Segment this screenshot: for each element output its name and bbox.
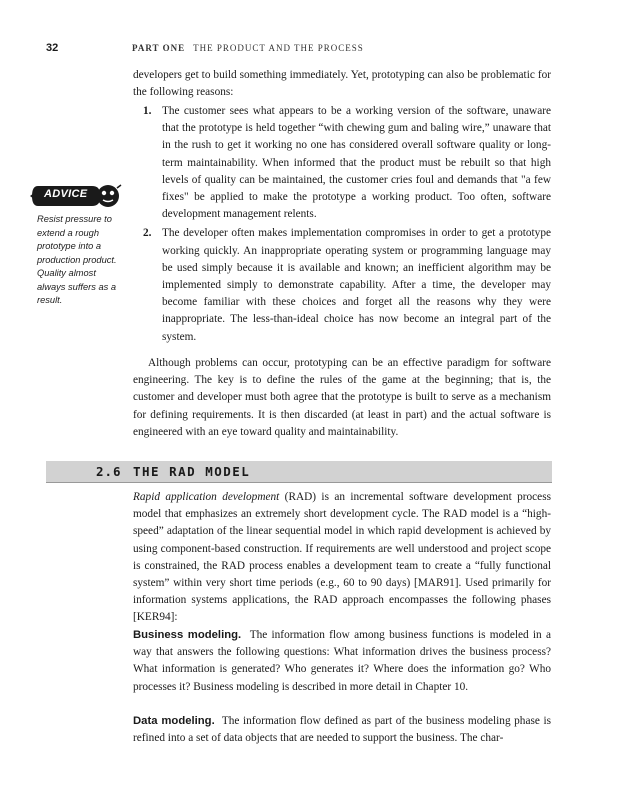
phase-text: The information flow among business functions is modeled in a way that answers the following questions: What information drives the business process? What information is generated? Who generates it? Where does the information go? Who processes it? Business modeling is described in more detail in Chapter 10. xyxy=(133,629,551,693)
rad-paragraph xyxy=(133,489,551,627)
list-item xyxy=(133,103,551,223)
list-item-text: The developer often makes implementation compromises in order to get a prototype working quickly. An inappropriate operating system or programming language may be used simply because it is available and known; an inefficient algorithm may be implemented simply to demonstrate capability. After a time, the developer may become familiar with these choices and forget all the reasons why they were inappropriate. The less-than-ideal choice has now become an integral part of the system. xyxy=(162,227,551,343)
phase-heading: Business modeling. xyxy=(133,629,242,641)
advice-sidebar xyxy=(30,182,122,308)
reasons-list xyxy=(133,103,551,348)
phase-paragraph xyxy=(133,627,551,696)
running-header xyxy=(46,42,556,56)
rad-text: (RAD) is an incremental software development process model that emphasizes an extremely short development cycle. The RAD model is a “high-speed” adaptation of the linear sequential model in which rapid development is achieved by using component-based construction. If requirements are well understood and project scope is constrained, the RAD process enables a development team to create a “fully functional system” within very short time periods (e.g., 60 to 90 days) [MAR91]. Used primarily for information systems applications, the RAD approach encompasses the following phases [KER94]: xyxy=(133,491,551,624)
list-item-text: The customer sees what appears to be a working version of the software, unaware that the prototype is held together “with chewing gum and baling wire,” unaware that in the rush to get it working no one has considered overall software quality or long-term maintainability. When informed that the product must be rebuilt so that high levels of quality can be maintained, the customer cries foul and demands that "a few fixes" be applied to make the prototype a working product. Too often, software development management relents. xyxy=(162,105,551,221)
list-item xyxy=(133,225,551,345)
advice-badge xyxy=(30,182,122,210)
running-head xyxy=(132,43,364,53)
page-number: 32 xyxy=(46,42,59,54)
phase-paragraph xyxy=(133,713,551,747)
list-number: 1. xyxy=(143,105,152,117)
closing-paragraph: Although problems can occur, prototyping can be an effective paradigm for software engineering. The key is to define the rules of the game at the beginning; that is, the customer and developer must both agree that the prototype is built to serve as a mechanism for defining requirements. It is then discarded (at least in part) and the actual software is engineered with an eye toward quality and maintainability. xyxy=(133,357,551,438)
advice-text: Resist pressure to extend a rough prototype into a production product. Quality almost always suffers as a result. xyxy=(37,214,117,305)
section-title: THE RAD MODEL xyxy=(133,464,251,479)
section-heading xyxy=(46,461,552,483)
part-title: THE PRODUCT AND THE PROCESS xyxy=(193,43,364,53)
rad-term: Rapid application development xyxy=(133,491,280,503)
intro-paragraph: developers get to build something immediately. Yet, prototyping can also be problematic for the following reasons: xyxy=(133,69,551,99)
section-number: 2.6 xyxy=(96,464,122,479)
part-label: PART ONE xyxy=(132,43,186,53)
list-number: 2. xyxy=(143,227,152,240)
phase-heading: Data modeling. xyxy=(133,715,215,727)
advice-label: ADVICE xyxy=(44,188,88,200)
phase-text: The information flow defined as part of the business modeling phase is refined into a set of data objects that are needed to support the business. The char- xyxy=(133,715,551,745)
